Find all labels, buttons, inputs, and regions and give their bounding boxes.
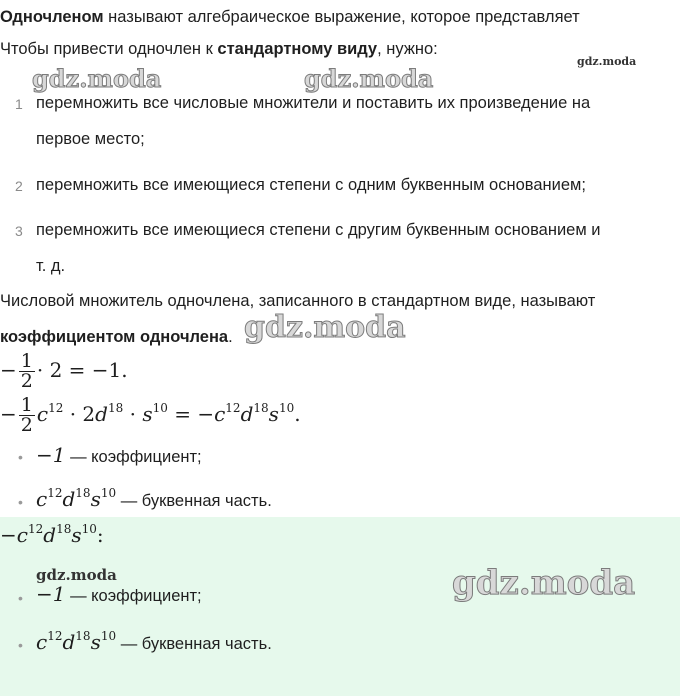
watermark: gdz.moda [32, 64, 162, 93]
rule-bold: стандартному виду [217, 40, 378, 58]
step-text: перемножить все числовые множители и поставить их произведение на [36, 94, 591, 112]
step-text-cont: первое место; [36, 130, 145, 148]
bullet: • [18, 449, 23, 465]
eq-mid: · 2 [63, 402, 96, 426]
coef-def-line: Числовой множитель одночлена, записанного в стандартном виде, называют [0, 292, 596, 310]
coef-value: −1 [36, 582, 66, 606]
exp: 12 [47, 629, 63, 643]
bullet: • [18, 637, 23, 653]
var-s: s [71, 523, 82, 547]
fraction [19, 396, 35, 435]
step-number: 2 [15, 178, 23, 194]
var-d: d [62, 487, 76, 511]
var-c: c [214, 402, 226, 426]
list-text: — коэффициент; [65, 448, 202, 466]
var-d: d [240, 402, 254, 426]
step-text: перемножить все имеющиеся степени с другим буквенным основанием и [36, 221, 601, 239]
intro-line [0, 8, 580, 27]
step-text-cont: т. д. [36, 257, 66, 275]
exp: 12 [48, 401, 64, 415]
list-text: — буквенная часть. [116, 492, 272, 510]
eq-end: . [294, 402, 301, 426]
exp: 10 [81, 522, 97, 536]
answer-item [36, 582, 202, 606]
watermark-small: gdz.moda [577, 55, 637, 68]
var-c: c [16, 523, 28, 547]
var-c: c [36, 630, 48, 654]
list-text: — буквенная часть. [116, 635, 272, 653]
step-number: 3 [15, 223, 23, 239]
colon: : [96, 523, 104, 547]
eq-minus: − [0, 358, 17, 382]
coef-term: коэффициентом одночлена [0, 328, 229, 346]
list-text: — коэффициент; [65, 587, 202, 605]
coef-def-line2 [0, 328, 233, 347]
var-s: s [90, 487, 101, 511]
exp: 18 [75, 629, 91, 643]
eq-minus: − [0, 402, 17, 426]
exp: 10 [100, 486, 117, 500]
rule-line [0, 40, 438, 59]
bullet: • [18, 590, 23, 606]
watermark: gdz.moda [452, 563, 636, 603]
var-c: c [36, 402, 49, 426]
equation-1 [0, 352, 128, 391]
step-text: перемножить все имеющиеся степени с одним буквенным основанием; [36, 176, 586, 194]
exp: 12 [27, 522, 44, 536]
eq-rest: · 2 = −1. [36, 358, 128, 382]
exp: 12 [47, 486, 63, 500]
frac-num: 1 [20, 394, 33, 416]
frac-den: 2 [20, 370, 33, 392]
list-item [36, 486, 272, 511]
step-number: 1 [15, 96, 23, 112]
var-d: d [43, 523, 57, 547]
frac-num: 1 [20, 350, 33, 372]
rule-tail: , нужно: [377, 40, 438, 58]
exp: 18 [107, 401, 124, 415]
var-s: s [268, 402, 279, 426]
eq-dot: · [123, 402, 143, 426]
fraction [19, 352, 35, 391]
exp: 18 [56, 522, 72, 536]
term-monomial: Одночленом [0, 8, 104, 26]
list-item [36, 443, 202, 467]
var-s: s [90, 630, 101, 654]
var-c: c [36, 487, 48, 511]
coef-dot: . [228, 328, 233, 346]
watermark-small: gdz.moda [36, 566, 117, 584]
answer-expression [0, 522, 104, 547]
var-d: d [62, 630, 76, 654]
watermark: gdz.moda [304, 64, 434, 93]
var-d: d [95, 402, 108, 426]
var-s: s [142, 402, 153, 426]
answer-item [36, 629, 272, 654]
equation-2 [0, 396, 301, 435]
bullet: • [18, 494, 23, 510]
eq-minus: − [0, 523, 17, 547]
rule-lead: Чтобы привести одночлен к [0, 40, 218, 58]
exp: 12 [225, 401, 241, 415]
exp: 10 [100, 629, 117, 643]
intro-text: называют алгебраическое выражение, которое представляет [103, 8, 580, 26]
exp: 10 [278, 401, 295, 415]
exp: 18 [75, 486, 91, 500]
watermark: gdz.moda [244, 310, 406, 345]
frac-den: 2 [20, 414, 33, 436]
exp: 18 [253, 401, 269, 415]
eq-sign: = − [167, 402, 215, 426]
exp: 10 [152, 401, 168, 415]
coef-value: −1 [36, 443, 66, 467]
